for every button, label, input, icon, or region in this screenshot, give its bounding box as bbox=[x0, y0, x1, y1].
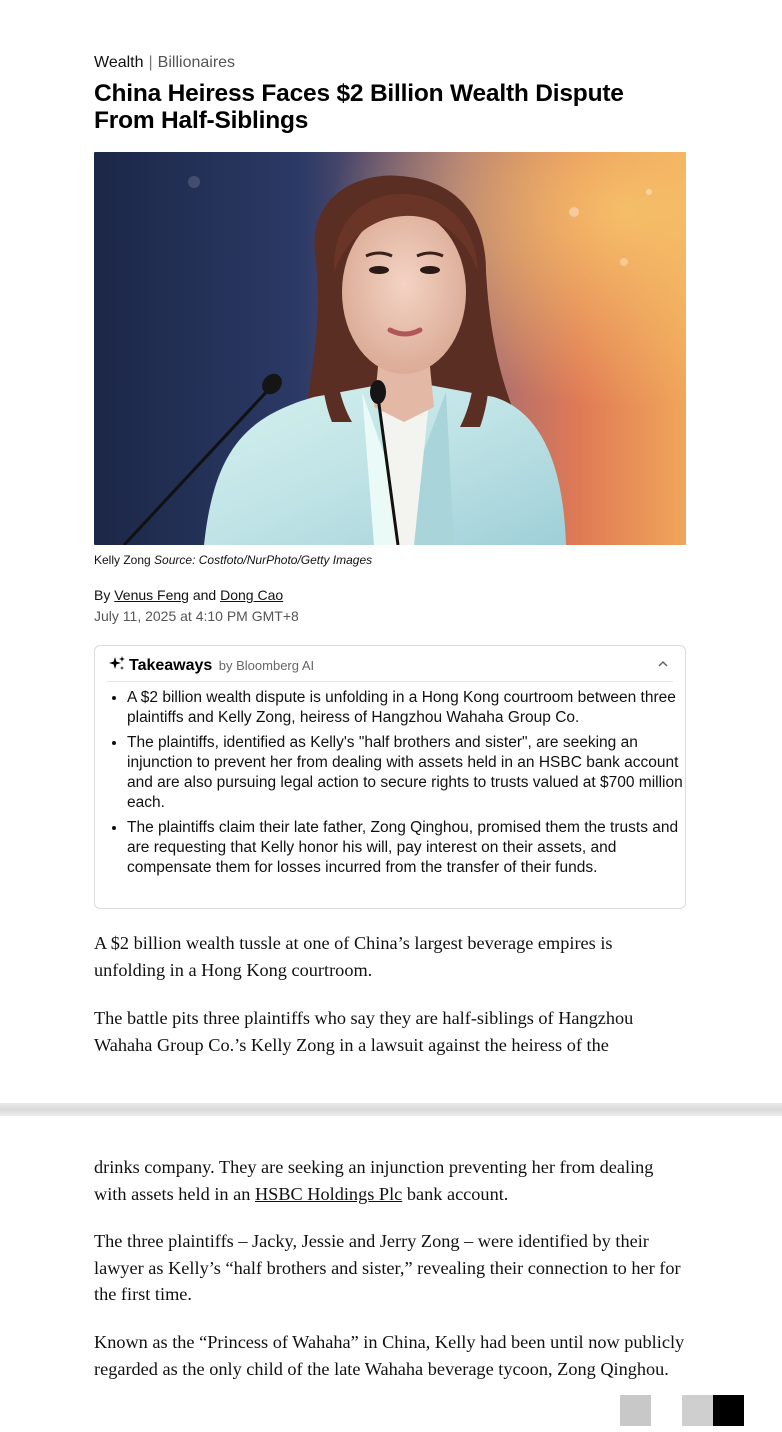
takeaways-list bbox=[109, 688, 693, 883]
author-link-1[interactable]: Venus Feng bbox=[114, 587, 189, 603]
section-link[interactable]: Wealth bbox=[94, 54, 144, 71]
takeaways-divider bbox=[107, 681, 673, 682]
body-paragraph: The battle pits three plaintiffs who say they are half-siblings of Hangzhou Wahaha Group Co.’s Kelly Zong in a lawsuit against the heiress of the bbox=[94, 1008, 634, 1055]
watermark-block bbox=[713, 1395, 744, 1426]
takeaway-item: • A $2 billion wealth dispute is unfolding in a Hong Kong courtroom between three plaintiffs and Kelly Zong, heiress of Hangzhou Wahaha Group Co. bbox=[127, 688, 693, 729]
takeaways-panel bbox=[94, 645, 686, 909]
body-text-segment: drinks company. They are seeking an injunction preventing her from dealing with assets held in an bbox=[94, 1157, 654, 1204]
hero-photo-illustration bbox=[94, 152, 686, 545]
breadcrumb bbox=[94, 54, 686, 72]
chevron-up-icon[interactable] bbox=[657, 658, 669, 670]
caption-name: Kelly Zong bbox=[94, 553, 151, 567]
photo-caption bbox=[94, 553, 686, 567]
hero-photo bbox=[94, 152, 686, 545]
author-link-2[interactable]: Dong Cao bbox=[220, 587, 284, 603]
watermark-block bbox=[682, 1395, 713, 1426]
publish-date: July 11, 2025 at 4:10 PM GMT+8 bbox=[94, 608, 299, 624]
page-separator bbox=[0, 1103, 782, 1116]
takeaways-title: Takeaways bbox=[129, 657, 213, 674]
article-headline: China Heiress Faces $2 Billion Wealth Dispute From Half-Siblings bbox=[94, 80, 624, 134]
byline bbox=[94, 587, 686, 603]
breadcrumb-separator: | bbox=[148, 54, 153, 71]
sparkle-icon bbox=[108, 655, 126, 673]
subsection-link[interactable]: Billionaires bbox=[157, 54, 236, 71]
takeaway-item: • The plaintiffs, identified as Kelly's "half brothers and sister", are seeking an injunction to prevent her from dealing with assets held in an HSBC bank account and are also pursuing legal action to secure rights to trusts valued at $700 million each. bbox=[127, 733, 693, 814]
body-paragraph bbox=[94, 1154, 686, 1207]
byline-and: and bbox=[192, 587, 217, 603]
hsbc-link[interactable]: HSBC Holdings Plc bbox=[254, 1183, 403, 1204]
byline-prefix: By bbox=[94, 587, 111, 603]
body-paragraph: The three plaintiffs – Jacky, Jessie and Jerry Zong – were identified by their lawyer as Kelly’s “half brothers and sister,” revealing their connection to her for the first time. bbox=[94, 1231, 681, 1305]
takeaway-item: • The plaintiffs claim their late father, Zong Qinghou, promised them the trusts and are requesting that Kelly honor his will, pay interest on their assets, and compensate them for losses incurred from the transfer of their funds. bbox=[127, 818, 693, 879]
caption-source: Source: Costfoto/NurPhoto/Getty Images bbox=[154, 553, 373, 567]
body-paragraph: A $2 billion wealth tussle at one of China’s largest beverage empires is unfolding in a Hong Kong courtroom. bbox=[94, 933, 613, 980]
body-text-segment: bank account. bbox=[406, 1183, 509, 1204]
watermark-block bbox=[620, 1395, 651, 1426]
body-paragraph: Known as the “Princess of Wahaha” in China, Kelly had been until now publicly regarded as the only child of the late Wahaha beverage tycoon, Zong Qinghou. bbox=[94, 1332, 685, 1379]
takeaways-attribution: by Bloomberg AI bbox=[218, 658, 315, 673]
takeaways-header[interactable] bbox=[108, 655, 314, 675]
